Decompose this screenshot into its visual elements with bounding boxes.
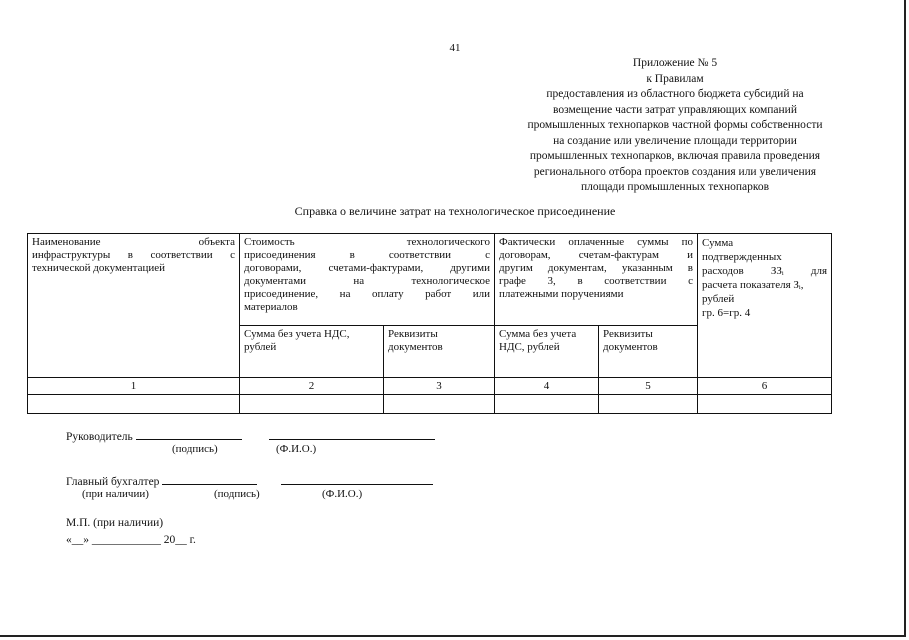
subheader-sum-no-vat: Сумма без учета НДС, рублей [495,326,599,378]
header-object-name: Наименование объекта инфраструктуры в соответствии с технической документацией [28,234,240,378]
signature-field[interactable] [136,429,242,440]
appendix-line: на создание или увеличение площади территории [553,134,797,147]
table-cell[interactable] [240,395,384,414]
appendix-line: регионального отбора проектов создания или увеличения [533,165,817,178]
column-number: 2 [240,378,384,395]
accountant-signature-line [66,474,433,488]
page-number: 41 [449,42,461,54]
table-cell[interactable] [599,395,698,414]
appendix-line: площади промышленных технопарков [580,181,770,193]
column-number: 1 [28,378,240,395]
column-number-row [28,378,832,395]
table-cell[interactable] [384,395,495,414]
appendix-line: предоставления из областного бюджета субсидий на [546,88,804,100]
column-number: 4 [495,378,599,395]
signature-caption: (подпись) [172,443,218,455]
appendix-line: возмещение части затрат управляющих компаний [553,103,797,116]
subheader-document-details: Реквизиты документов [599,326,698,378]
subheader-sum-no-vat: Сумма без учета НДС, рублей [240,326,384,378]
header-connection-cost: Стоимость технологического присоединения в соответствии с договорами, счетами-фактурами, другими документами на технологическое присоединение, на оплату работ или материалов [240,234,495,326]
if-any-caption: (при наличии) [82,488,149,500]
fio-caption: (Ф.И.О.) [276,443,317,455]
appendix-line: промышленных технопарков частной формы собственности [527,119,823,131]
table-cell[interactable] [28,395,240,414]
table-cell[interactable] [698,395,832,414]
date-line[interactable]: «__» ____________ 20__ г. [66,534,196,546]
appendix-line: Приложение № 5 [632,57,718,69]
fio-field[interactable] [269,429,435,440]
fio-caption: (Ф.И.О.) [322,488,363,500]
document-title: Справка о величине затрат на технологическое присоединение [294,204,616,218]
head-label: Руководитель [66,431,133,443]
head-signature-line [66,429,435,443]
signature-field[interactable] [162,474,257,485]
column-number: 5 [599,378,698,395]
signature-caption: (подпись) [214,488,260,500]
subheader-document-details: Реквизиты документов [384,326,495,378]
header-paid-sums: Фактически оплаченные суммы по договорам, счетам-фактурам и другим документам, указанным в графе 3, в соответствии с платежными поручениями [495,234,698,326]
appendix-line: промышленных технопарков, включая правила проведения [529,150,821,162]
fio-field[interactable] [281,474,433,485]
accountant-label: Главный бухгалтер [66,476,160,488]
table-row [28,395,832,414]
appendix-header [505,56,845,196]
seal-note: М.П. (при наличии) [66,517,164,529]
appendix-line: к Правилам [646,72,704,85]
table-cell[interactable] [495,395,599,414]
cost-table [27,233,832,414]
header-confirmed-expenses: Сумма подтвержденных расходов ЗЗᵢ для расчета показателя Зᵢ, рублей гр. 6=гр. 4 [698,234,832,378]
column-number: 6 [698,378,832,395]
column-number: 3 [384,378,495,395]
